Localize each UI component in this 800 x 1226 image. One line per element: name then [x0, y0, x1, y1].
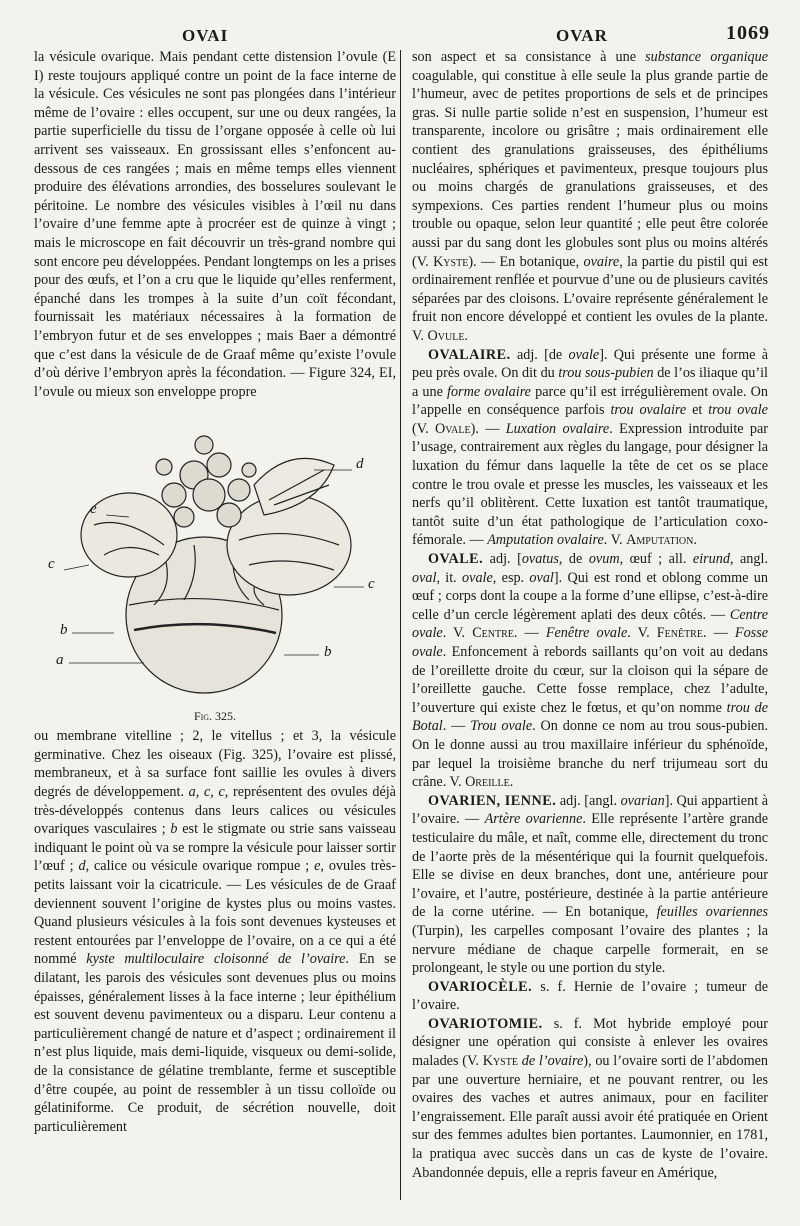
right-column: [412, 48, 768, 1182]
entry-ovariotomie: OVARIOTOMIE. s. f. Mot hybride employé pour désigner une opération qui consiste à enlever les ovaires malades (V. Kyste de l’ovaire), ou l’ovaire sorti de l’abdomen par une ouverture herniaire, et ne pouvant rentrer, ou les ovaires des vaches et autres animaux, pour en faciliter l’engraissement. Elle paraît aussi avoir été pratiquée en Orient sur des femmes adultes bien portantes. Laumonnier, en 1781, la pratiqua avec succès dans un cas de kyste de l’ovaire. Abandonnée depuis, elle a repris faveur en Amérique,: [412, 1015, 769, 1181]
entry-ovalaire: OVALAIRE. adj. [de ovale]. Qui présente une forme à peu près ovale. On dit du trou sous-pubien de l’os iliaque qu’il a une forme ovalaire parce qu’il est irrégulièrement ovale. On l’appelle en conséquence parfois trou ovalaire et trou ovale (V. Ovale). — Luxation ovalaire. Expression introduite par l’usage, contrairement aux règles du langage, pour désigner la luxation du fémur dans laquelle la tête de cet os se place contre le trou ovale et presse les muscles, les vaisseaux et les nerfs qu’il oblitèrent. Cette luxation est tantôt traumatique, tantôt suite d’un état pathologique de l’articulation coxo-fémorale. — Amputation ovalaire. V. Amputation.: [412, 346, 769, 549]
headword-ovale: OVALE.: [428, 551, 484, 568]
label-b-left: b: [60, 622, 68, 639]
paragraph-figure-explanation: ou membrane vitelline ; 2, le vitellus ; et 3, la vésicule germinative. Chez les oiseaux (Fig. 325), l’ovaire est plissé, membraneux, et à sa surface font saillie les ovules à divers degrés de développement. a, c, c, représentent des ovules déjà très-développés contenus dans leurs calices ou vésicules ovariques vasculaires ; b est le stigmate ou strie sans vaisseau indiquant le point où va se rompre la vésicule pour laisser sortir l’œuf ; d, calice ou vésicule ovarique rompue ; e, ovules très-petits laissant voir la cicatricule. — Les vésicules de de Graaf deviennent souvent l’origine de kystes plus ou moins vastes. Quand plusieurs vésicules à la fois sont devenues kysteuses et restent entourées par l’enveloppe de l’ovaire, on a ce qui a été nommé kyste multiloculaire cloisonné de l’ovaire. En se dilatant, les parois des vésicules sont devenues plus ou moins épaisses, généralement lisses à la face interne ; leur épithélium est souvent devenu pavimenteux ou a disparu. Leur contenu a particulièrement changé de nature et d’aspect ; ordinairement il n’est plus liquide, mais demi-liquide, visqueux ou demi-solide, de la consistance de gélatine tremblante, ferme et susceptible d’être coupée, au point de ressembler à un tissu colloïde ou gélatiniforme. Ce produit, de sécrétion nouvelle, doit particulièrement: [34, 728, 396, 1135]
column-divider: [400, 50, 401, 1200]
label-d: d: [356, 456, 364, 473]
paragraph-ovaire-cont: la vésicule ovarique. Mais pendant cette distension l’ovule (E I) reste toujours appliqué contre un point de la face interne de la vésicule. Ces vésicules ne sont pas plongées dans l’intérieur même de l’ovaire : elles occupent, sur une ou deux rangées, la partie superficielle du tissu de l’organe opposée à celle où lui arrivent ses vaisseaux. En grossissant elles s’enfoncent au-dessous de ces rangées ; mais en même temps elles viennent produire des élévations arrondies, des bosselures soulevant le péritoine. Le nombre des vésicules visibles à l’œil nu dans l’ovaire d’une femme apte à procréer est de quinze à vingt ; mais le microscope en fait découvrir un très-grand nombre qui sont encore peu développées. Pendant longtemps on les a prises pour des œufs, et l’on a cru que le liquide qu’elles renferment, épanché dans les trompes à la suite d’un coït fécondant, fournissait les matériaux nécessaires à la formation de l’embryon futur et de ses enveloppes ; mais Baer a démontré que c’est dans la vésicule de de Graaf même qu’existe l’ovule d’où dérive l’embryon après la fécondation. — Figure 324, EI, l’ovule ou mieux son enveloppe propre: [34, 49, 396, 400]
figure-325: [34, 405, 396, 725]
entry-ovale: OVALE. adj. [ovatus, de ovum, œuf ; all. eirund, angl. oval, it. ovale, esp. oval]. Qui est rond et oblong comme un œuf ; corps dont la coupe a la forme d’une ellipse, c’est-à-dire celle d’un cercle légèrement aplati des deux côtés. — Centre ovale. V. Centre. — Fenêtre ovale. V. Fenêtre. — Fosse ovale. Enfoncement à rebords saillants qu’on voit au dedans de l’oreillette droite du cœur, sur la cloison qui la sépare de l’oreillette gauche. Cette fosse remplace, chez l’adulte, l’ouverture qui existe chez le fœtus, et qu’on nomme trou de Botal. — Trou ovale. On donne ce nom au trou sous-pubien. On le donne aussi au trou maxillaire inférieur du sphénoïde, par lequel la troisième branche du nerf trijumeau sort du crâne. V. Oreille.: [412, 551, 769, 791]
paragraph-ovaire-end: son aspect et sa consistance à une substance organique coagulable, qui constitue à elle seule la plus grande partie de l’humeur, avec de petites proportions de sels et de principes gras. Si nulle partie solide n’est en suspension, l’humeur est transparente, incolore ou grisâtre ; mais ordinairement elle contient des granulations graisseuses, des épithéliums nucléaires, sphériques et pavimenteux, presque toujours plus ou moins chargés de granulations graisseuses, et des sympexions. Ces parties rendent l’humeur plus ou moins trouble ou opaque, selon leur quantité ; elle peut être colorée aussi par du sang dont les globules sont plus ou moins altérés (V. Kyste). — En botanique, ovaire, la partie du pistil qui est ordinairement renflée et pourvue d’une ou de plusieurs cavités séparées par des cloisons. L’ovaire représente généralement le fruit non encore développé et contient les ovules de la plante. V. Ovule.: [412, 49, 768, 344]
label-c-right: c: [368, 576, 375, 593]
page-number: 1069: [726, 22, 770, 44]
entry-ovariocele: OVARIOCÈLE. s. f. Hernie de l’ovaire ; tumeur de l’ovaire.: [412, 978, 768, 1014]
label-c-left: c: [48, 556, 55, 573]
left-column: [34, 48, 396, 1136]
ovary-bird-illustration: [34, 405, 396, 705]
headword-ovalaire: OVALAIRE.: [428, 346, 511, 363]
label-a: a: [56, 652, 64, 669]
label-b-right: b: [324, 644, 332, 661]
headword-ovarien: OVARIEN, IENNE.: [428, 792, 557, 809]
label-e: e: [90, 501, 97, 518]
running-head-left: OVAI: [182, 26, 229, 45]
figure-caption: Fig. 325.: [193, 709, 237, 724]
entry-ovarien: OVARIEN, IENNE. adj. [angl. ovarian]. Qui appartient à l’ovaire. — Artère ovarienne. Elle représente l’artère grande testiculaire du mâle, et naît, comme elle, directement du tronc de l’aorte près de la mésentérique qui la fournit quelquefois. Elle se divise en deux branches, dont une, antérieure pour l’ovaire, et l’autre, postérieure, destinée à la partie antérieure de la corne utérine. — En botanique, feuilles ovariennes (Turpin), les carpelles composant l’ovaire des plantes ; la nervure médiane de chaque carpelle formerait, en se prolongeant, le style ou une portion du style.: [412, 792, 769, 977]
running-head-right: OVAR: [556, 26, 608, 45]
headword-ovariotomie: OVARIOTOMIE.: [428, 1015, 543, 1032]
headword-ovariocele: OVARIOCÈLE.: [428, 978, 533, 995]
